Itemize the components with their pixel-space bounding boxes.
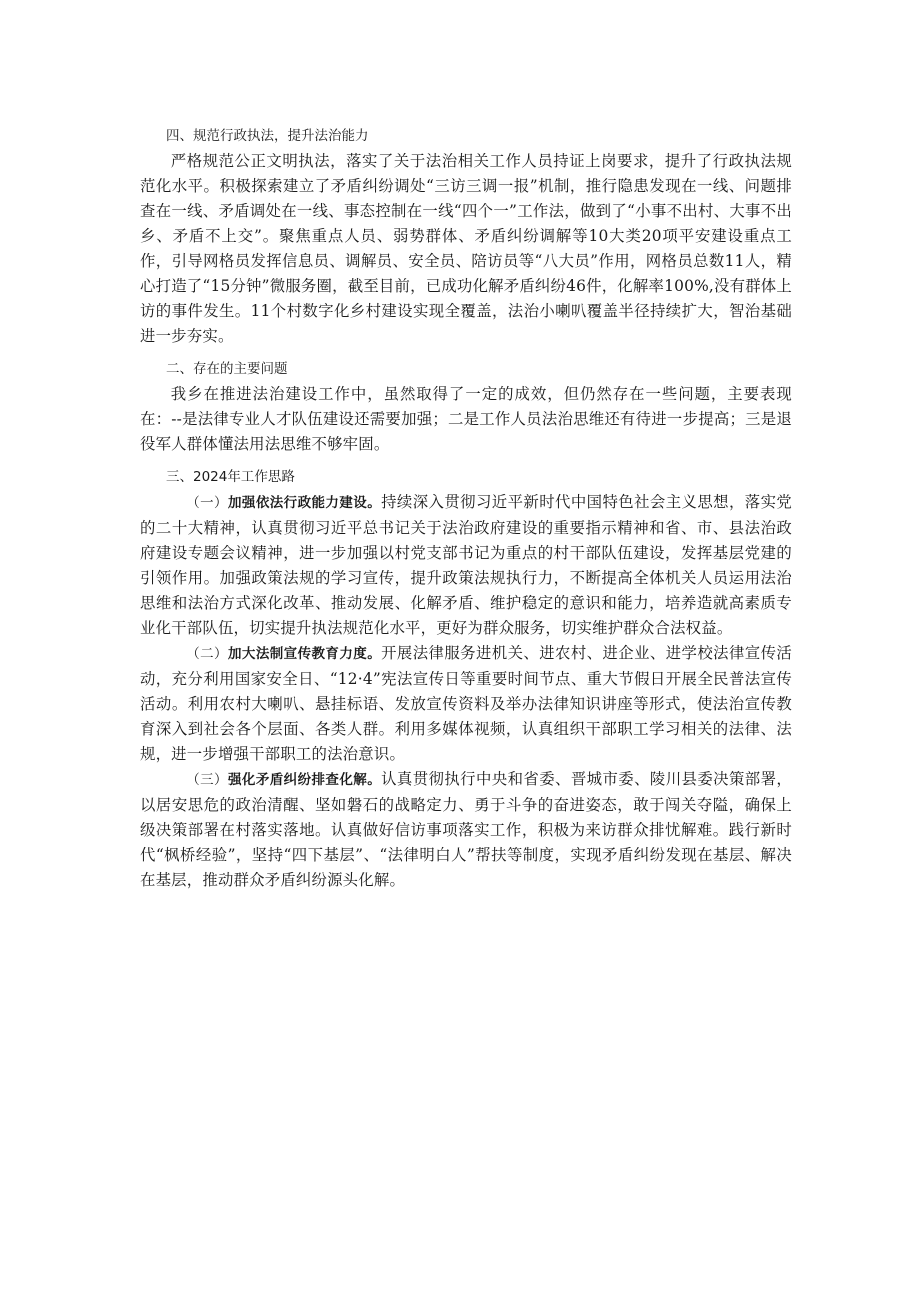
section-2-paragraph: 我乡在推进法治建设工作中，虽然取得了一定的成效，但仍然存在一些问题，主要表现在：--是法律专业人才队伍建设还需要加强；二是工作人员法治思维还有待进一步提高；三是退役军人群体懂法用法思维不够牢固。 xyxy=(140,385,792,453)
section-heading-2: 二、存在的主要问题 xyxy=(166,361,288,377)
section-heading-3: 三、2024年工作思路 xyxy=(166,469,295,485)
work-item-lead: 加强依法行政能力建设。 xyxy=(227,495,382,511)
work-item-text: 开展法律服务进机关、进农村、进企业、进学校法律宣传活动，充分利用国家安全日、“12·4”宪法宣传日等重要时间节点、重大节假日开展全民普法宣传活动。利用农村大喇叭、悬挂标语、发放宣传资料及举办法律知识讲座等形式，使法治宣传教育深入到社会各个层面、各类人群。利用多媒体视频，认真组织干部职工学习相关的法律、法规，进一步增强干部职工的法治意识。 xyxy=(140,644,792,763)
document-page xyxy=(140,124,792,893)
work-item-number: （三） xyxy=(186,772,228,788)
work-item-3 xyxy=(140,767,792,893)
section-4-paragraph: 严格规范公正文明执法，落实了关于法治相关工作人员持证上岗要求，提升了行政执法规范化水平。积极探索建立了矛盾纠纷调处“三访三调一报”机制，推行隐患发现在一线、问题排查在一线、矛盾调处在一线、事态控制在一线“四个一”工作法，做到了“小事不出村、大事不出乡、矛盾不上交”。聚焦重点人员、弱势群体、矛盾纠纷调解等10大类20项平安建设重点工作，引导网格员发挥信息员、调解员、安全员、陪访员等“八大员”作用，网格员总数11人，精心打造了“15分钟”微服务圈，截至目前，已成功化解矛盾纠纷46件，化解率100%,没有群体上访的事件发生。11个村数字化乡村建设实现全覆盖，法治小喇叭覆盖半径持续扩大，智治基础进一步夯实。 xyxy=(140,152,792,345)
work-item-2 xyxy=(140,641,792,767)
work-item-lead: 加大法制宣传教育力度。 xyxy=(227,646,382,662)
work-item-text: 持续深入贯彻习近平新时代中国特色社会主义思想，落实党的二十大精神，认真贯彻习近平总书记关于法治政府建设的重要指示精神和省、市、县法治政府建设专题会议精神，进一步加强以村党支部书记为重点的村干部队伍建设，发挥基层党建的引领作用。加强政策法规的学习宣传，提升政策法规执行力，不断提高全体机关人员运用法治思维和法治方式深化改革、推动发展、化解矛盾、维护稳定的意识和能力，培养造就高素质专业化干部队伍，切实提升执法规范化水平，更好为群众服务，切实维护群众合法权益。 xyxy=(140,493,792,637)
work-item-text: 认真贯彻执行中央和省委、晋城市委、陵川县委决策部署，以居安思危的政治清醒、坚如磐石的战略定力、勇于斗争的奋进姿态，敢于闯关夺隘，确保上级决策部署在村落实落地。认真做好信访事项落实工作，积极为来访群众排忧解难。践行新时代“枫桥经验”，坚持“四下基层”、“法律明白人”帮扶等制度，实现矛盾纠纷发现在基层、解决在基层，推动群众矛盾纠纷源头化解。 xyxy=(140,770,792,889)
work-item-1 xyxy=(140,490,792,641)
section-heading-4: 四、规范行政执法，提升法治能力 xyxy=(166,128,369,144)
work-item-number: （一） xyxy=(186,495,228,511)
work-item-lead: 强化矛盾纠纷排查化解。 xyxy=(227,772,382,788)
work-item-number: （二） xyxy=(186,646,228,662)
